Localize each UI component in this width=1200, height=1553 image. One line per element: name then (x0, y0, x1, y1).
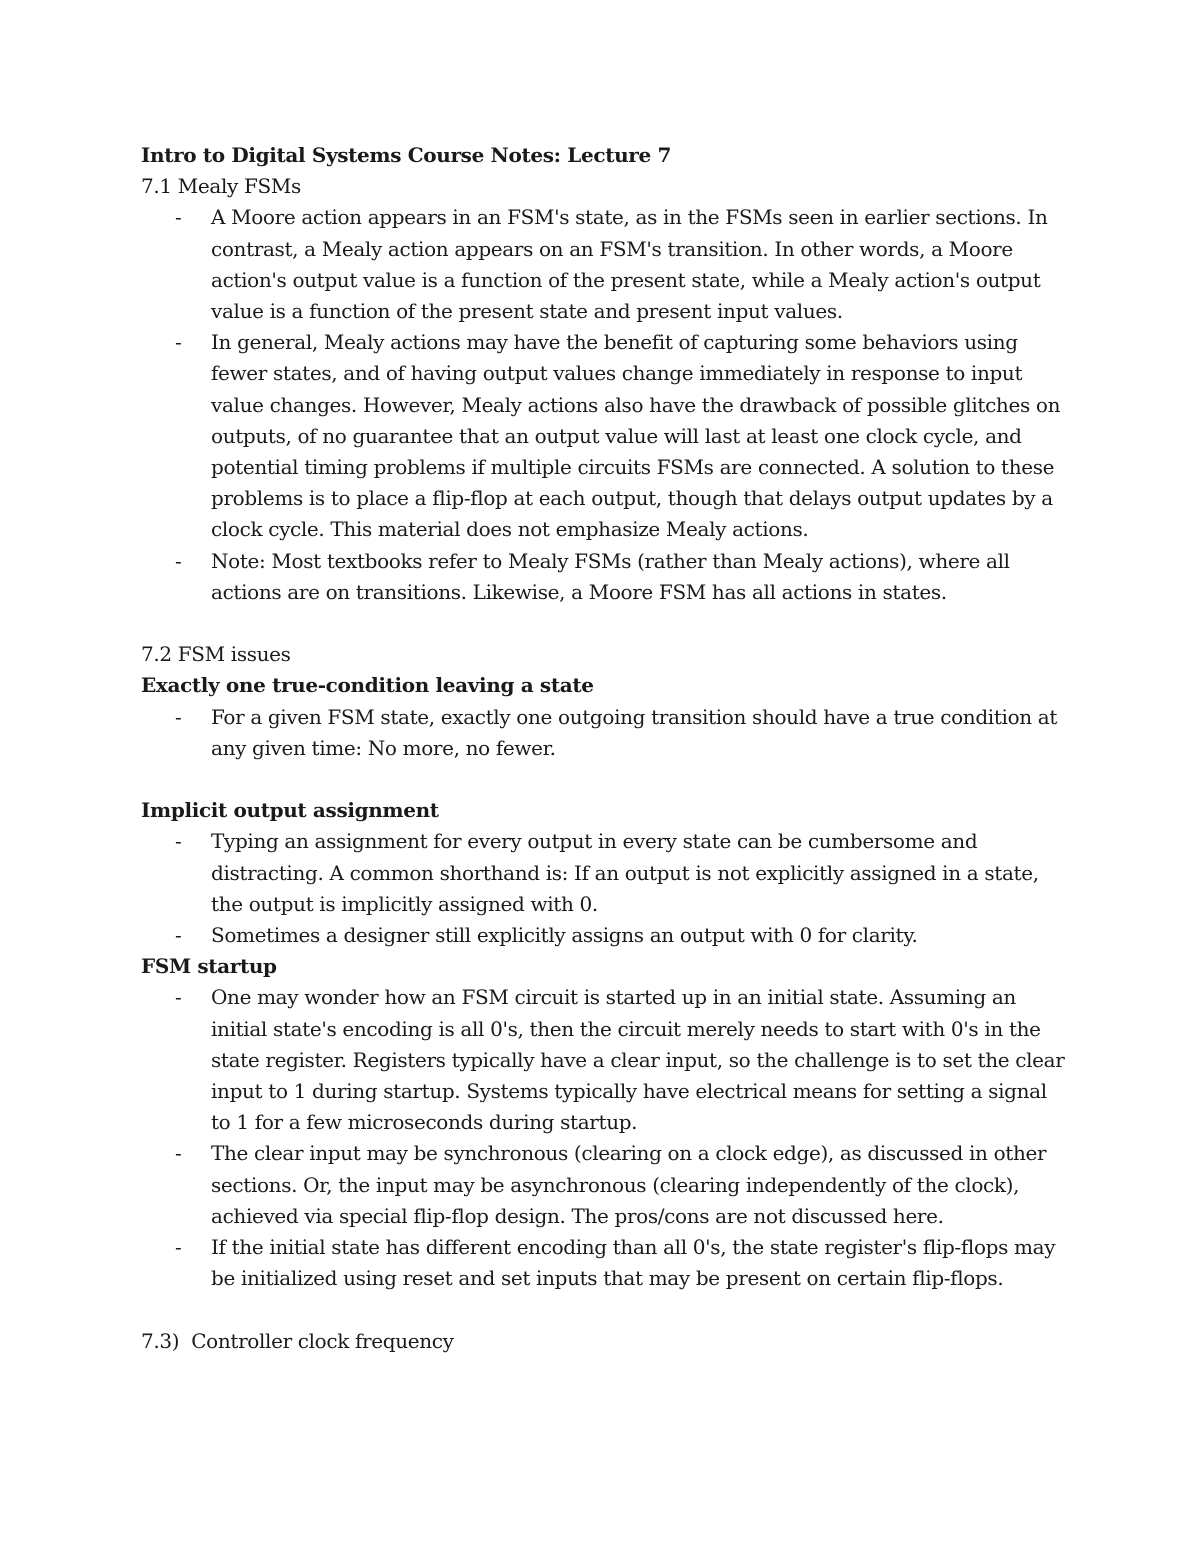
subsection-heading-true-condition: Exactly one true-condition leaving a state (141, 673, 594, 698)
list-item (141, 702, 1071, 764)
list-item-text: Typing an assignment for every output in every state can be cumbersome and distracting. A common shorthand is: If an output is not explicitly assigned in a state, the output is implicitly assigned with 0. (211, 829, 1039, 916)
list-item-text: One may wonder how an FSM circuit is started up in an initial state. Assuming an initial state's encoding is all 0's, then the circuit merely needs to start with 0's in the state register. Registers typically have a clear input, so the challenge is to set the clear input to 1 during startup. Systems typically have electrical means for setting a signal to 1 for a few microseconds during startup. (211, 985, 1065, 1135)
section-heading-7-2: 7.2 FSM issues (141, 642, 291, 667)
bullet-marker: - (175, 548, 182, 573)
list-item (141, 982, 1071, 1138)
bullet-marker: - (175, 1235, 182, 1260)
bullet-list-true-condition (141, 702, 1071, 764)
list-item (141, 327, 1071, 545)
list-item-text: If the initial state has different encoding than all 0's, the state register's flip-flops may be initialized using reset and set inputs that may be present on certain flip-flops. (211, 1235, 1056, 1291)
bullet-marker: - (175, 1141, 182, 1166)
list-item-text: The clear input may be synchronous (clearing on a clock edge), as discussed in other sections. Or, the input may be asynchronous (clearing independently of the clock), achieved via special flip-flop design. The pros/cons are not discussed here. (211, 1141, 1047, 1228)
list-item (141, 1232, 1071, 1294)
spacer (141, 608, 1071, 639)
document-page (141, 140, 1071, 1357)
spacer (141, 764, 1071, 795)
bullet-marker: - (175, 923, 182, 948)
bullet-marker: - (175, 330, 182, 355)
section-heading-7-1: 7.1 Mealy FSMs (141, 174, 301, 199)
document-title: Intro to Digital Systems Course Notes: Lecture 7 (141, 143, 672, 167)
bullet-marker: - (175, 829, 182, 854)
list-item (141, 920, 1071, 951)
bullet-list-implicit-output (141, 826, 1071, 951)
list-item (141, 1138, 1071, 1232)
bullet-list-fsm-startup (141, 982, 1071, 1294)
list-item (141, 202, 1071, 327)
list-item-text: Sometimes a designer still explicitly assigns an output with 0 for clarity. (211, 923, 918, 948)
bullet-marker: - (175, 704, 182, 729)
list-item-text: For a given FSM state, exactly one outgoing transition should have a true condition at any given time: No more, no fewer. (211, 704, 1058, 760)
subsection-heading-fsm-startup: FSM startup (141, 954, 277, 979)
section-heading-7-3: 7.3) Controller clock frequency (141, 1328, 454, 1353)
subsection-heading-implicit-output: Implicit output assignment (141, 798, 439, 823)
spacer (141, 1294, 1071, 1325)
list-item-text: A Moore action appears in an FSM's state, as in the FSMs seen in earlier sections. In contrast, a Mealy action appears on an FSM's transition. In other words, a Moore action's output value is a function of the present state, while a Mealy action's output value is a function of the present state and present input values. (211, 205, 1048, 324)
bullet-marker: - (175, 205, 182, 230)
list-item (141, 546, 1071, 608)
bullet-list-mealy-fsms (141, 202, 1071, 608)
list-item-text: In general, Mealy actions may have the benefit of capturing some behaviors using fewer states, and of having output values change immediately in response to input value changes. However, Mealy actions also have the drawback of possible glitches on outputs, of no guarantee that an output value will last at least one clock cycle, and potential timing problems if multiple circuits FSMs are connected. A solution to these problems is to place a flip-flop at each output, though that delays output updates by a clock cycle. This material does not emphasize Mealy actions. (211, 330, 1061, 542)
list-item (141, 826, 1071, 920)
bullet-marker: - (175, 985, 182, 1010)
list-item-text: Note: Most textbooks refer to Mealy FSMs (rather than Mealy actions), where all actions are on transitions. Likewise, a Moore FSM has all actions in states. (211, 548, 1010, 604)
